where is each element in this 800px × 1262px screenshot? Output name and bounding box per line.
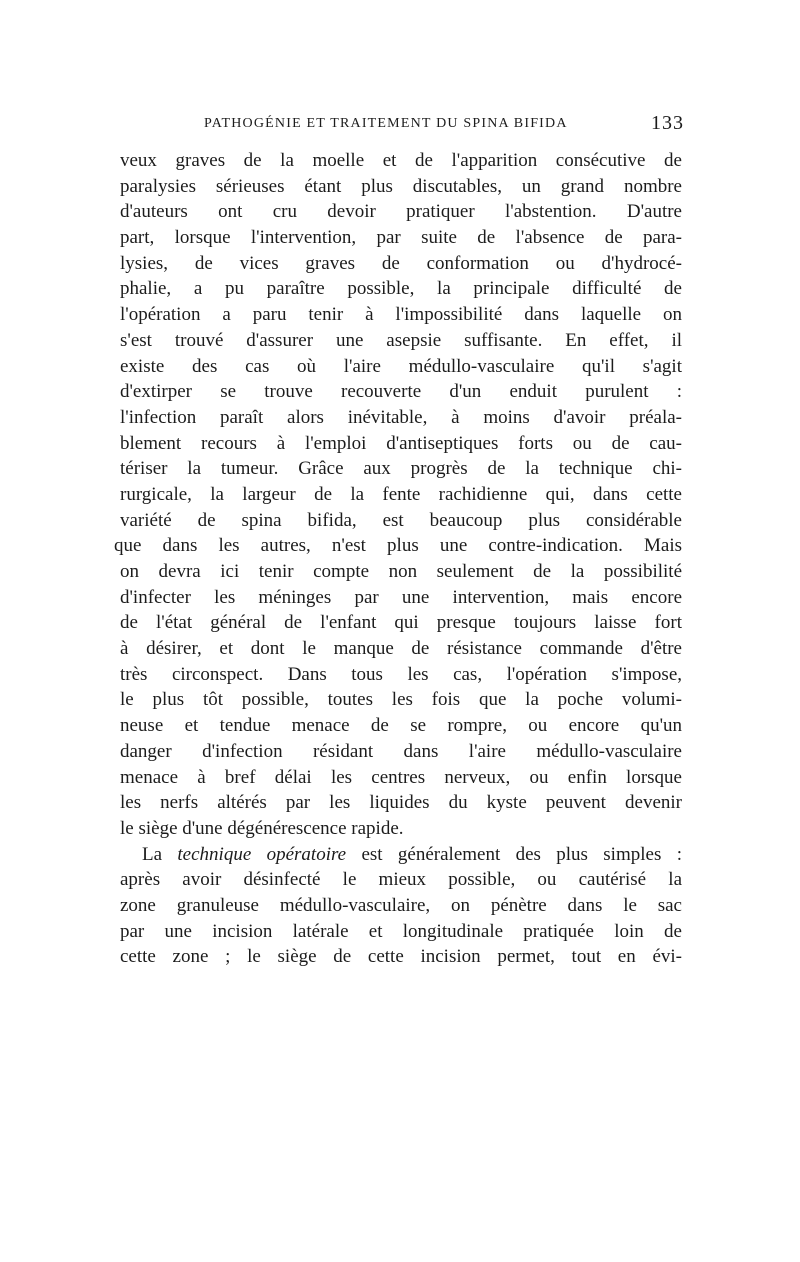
text-line: blement recours à l'emploi d'antiseptiques forts ou de cau-	[120, 432, 682, 454]
text-line: l'opération a paru tenir à l'impossibilité dans laquelle on	[120, 304, 682, 326]
text-line: après avoir désinfecté le mieux possible, ou cautérisé la	[120, 869, 682, 891]
text-line: on devra ici tenir compte non seulement de la possibilité	[120, 561, 682, 582]
text-line: s'est trouvé d'assurer une asepsie suffisante. En effet, il	[120, 329, 682, 351]
text-line: existe des cas où l'aire médullo-vasculaire qu'il s'agit	[120, 355, 682, 377]
text-line: danger d'infection résidant dans l'aire médullo-vasculaire	[120, 740, 682, 762]
text-line: neuse et tendue menace de se rompre, ou encore qu'un	[120, 715, 682, 737]
text-line: d'auteurs ont cru devoir pratiquer l'abstention. D'autre	[120, 201, 682, 223]
text-line: part, lorsque l'intervention, par suite de l'absence de para-	[120, 227, 682, 249]
text-line: tériser la tumeur. Grâce aux progrès de la technique chi-	[120, 458, 682, 480]
text-line: le siège d'une dégénérescence rapide.	[120, 817, 404, 839]
text-line: par une incision latérale et longitudinale pratiquée loin de	[120, 920, 682, 942]
paragraph-rest: est généralement des plus simples :	[346, 843, 682, 865]
running-head	[118, 112, 684, 146]
text-line: rurgicale, la largeur de la fente rachidienne qui, dans cette	[120, 483, 682, 505]
text-line: menace à bref délai les centres nerveux, ou enfin lorsque	[120, 766, 682, 788]
text-line: de l'état général de l'enfant qui presque toujours laisse fort	[120, 612, 682, 634]
text-line: d'infecter les méninges par une intervention, mais encore	[120, 586, 682, 608]
text-line: lysies, de vices graves de conformation ou d'hydrocé-	[120, 252, 682, 274]
text-line: phalie, a pu paraître possible, la principale difficulté de	[120, 278, 682, 300]
running-title: PATHOGÉNIE ET TRAITEMENT DU SPINA BIFIDA	[204, 116, 568, 131]
text-line: cette zone ; le siège de cette incision permet, tout en évi-	[120, 946, 682, 968]
page-number: 133	[651, 112, 684, 134]
text-line: veux graves de la moelle et de l'apparition consécutive de	[120, 150, 682, 171]
italic-term: technique opératoire	[177, 843, 347, 865]
text-line: variété de spina bifida, est beaucoup plus considérable	[120, 509, 682, 531]
text-line: que dans les autres, n'est plus une contre-indication. Mais	[114, 535, 682, 557]
text-line: d'extirper se trouve recouverte d'un enduit purulent :	[120, 381, 682, 403]
text-line: l'infection paraît alors inévitable, à moins d'avoir préala-	[120, 406, 682, 428]
text-line: à désirer, et dont le manque de résistance commande d'être	[120, 638, 682, 660]
text-line: très circonspect. Dans tous les cas, l'opération s'impose,	[120, 663, 682, 685]
text-line: les nerfs altérés par les liquides du kyste peuvent devenir	[120, 792, 682, 814]
paragraph-lead: La	[142, 843, 178, 865]
text-line: paralysies sérieuses étant plus discutables, un grand nombre	[120, 175, 682, 197]
paragraph-start-line	[120, 842, 682, 868]
body-text	[114, 148, 682, 970]
text-line: le plus tôt possible, toutes les fois que la poche volumi-	[120, 689, 682, 711]
text-line: zone granuleuse médullo-vasculaire, on pénètre dans le sac	[120, 894, 682, 916]
